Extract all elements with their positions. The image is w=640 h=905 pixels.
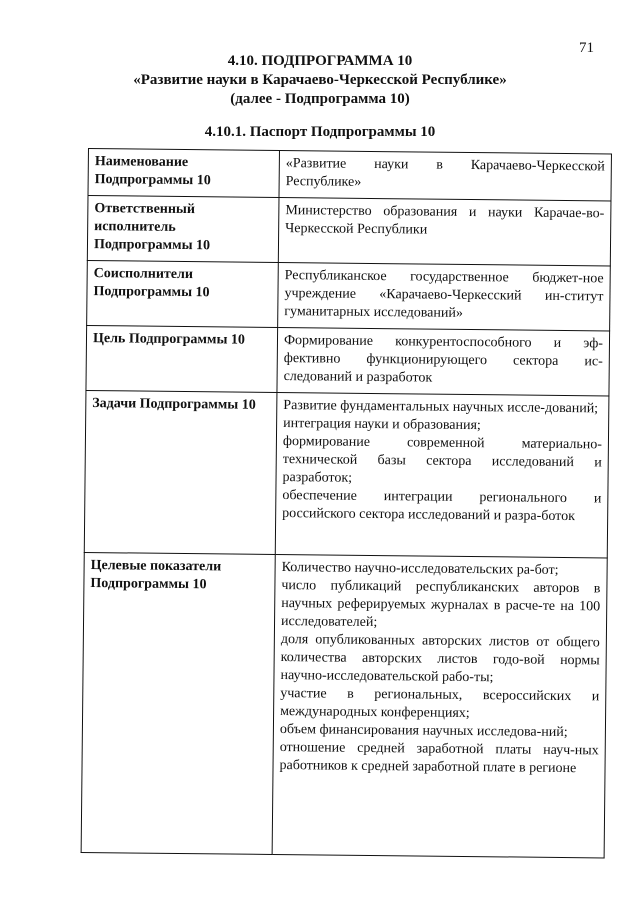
passport-heading: 4.10.1. Паспорт Подпрограммы 10 [204, 124, 436, 140]
value-item: отношение средней заработной платы науч-ных работников к средней заработной плате в регионе [279, 740, 599, 777]
row-label: Задачи Подпрограммы 10 [84, 390, 277, 554]
value-item: Республиканское государственное бюджет-ное учреждение «Карачаево-Черкесский ин-ститут гуманитарных исследований» [284, 268, 604, 321]
table-row [86, 325, 610, 395]
value-item: число публикаций республиканских авторов в научных реферируемых журналах в расче-те на 100 исследователей; [280, 578, 601, 631]
value-item: обеспечение интеграции регионального и российского сектора исследований и разра-боток [282, 488, 602, 525]
row-label: Соисполнители Подпрограммы 10 [87, 260, 279, 327]
row-value [272, 554, 607, 857]
table-row [84, 390, 609, 557]
heading-line-1: 4.10. ПОДПРОГРАММА 10 [227, 53, 413, 69]
row-value [277, 327, 610, 395]
row-label: Ответственный исполнитель Подпрограммы 10 [87, 196, 279, 263]
value-item: Формирование конкурентоспособного и эф-фективно функционирующего сектора ис-следований и разработок [283, 333, 604, 386]
table-row [87, 196, 611, 266]
value-item: формирование современной материально-технической базы сектора исследований и разработок; [282, 434, 602, 486]
value-item: «Развитие науки в Карачаево-Черкесской Республике» [285, 156, 605, 190]
value-item: Количество научно-исследовательских ра-бот; [281, 560, 559, 578]
row-label: Наименование Подпрограммы 10 [88, 149, 279, 198]
value-item: участие в региональных, всероссийских и международных конференциях; [280, 686, 600, 722]
section-heading [0, 52, 640, 109]
row-label: Цель Подпрограммы 10 [86, 325, 278, 392]
row-value [278, 262, 611, 330]
row-value [279, 151, 611, 201]
page-number: 71 [579, 40, 594, 56]
heading-line-3: (далее - Подпрограмма 10) [230, 91, 410, 107]
heading-line-2: «Развитие науки в Карачаево-Черкесской Республике» [133, 72, 507, 88]
value-item: Министерство образования и науки Карачае-во-Черкесской Республики [285, 203, 605, 238]
row-label: Целевые показатели Подпрограммы 10 [81, 552, 275, 854]
value-item: Развитие фундаментальных научных иссле-дований; [283, 398, 599, 417]
table-row [87, 260, 611, 330]
row-value [275, 392, 609, 557]
table-row [88, 149, 611, 201]
value-item: интеграция науки и образования; [283, 416, 481, 434]
passport-table [81, 148, 612, 858]
value-item: доля опубликованных авторских листов от общего количества авторских листов годо-вой нормы научно-исследовательской рабо-ты; [280, 632, 600, 686]
value-item: объем финансирования научных исследова-ний; [279, 722, 568, 741]
table-row [81, 552, 607, 857]
row-value [278, 198, 611, 266]
